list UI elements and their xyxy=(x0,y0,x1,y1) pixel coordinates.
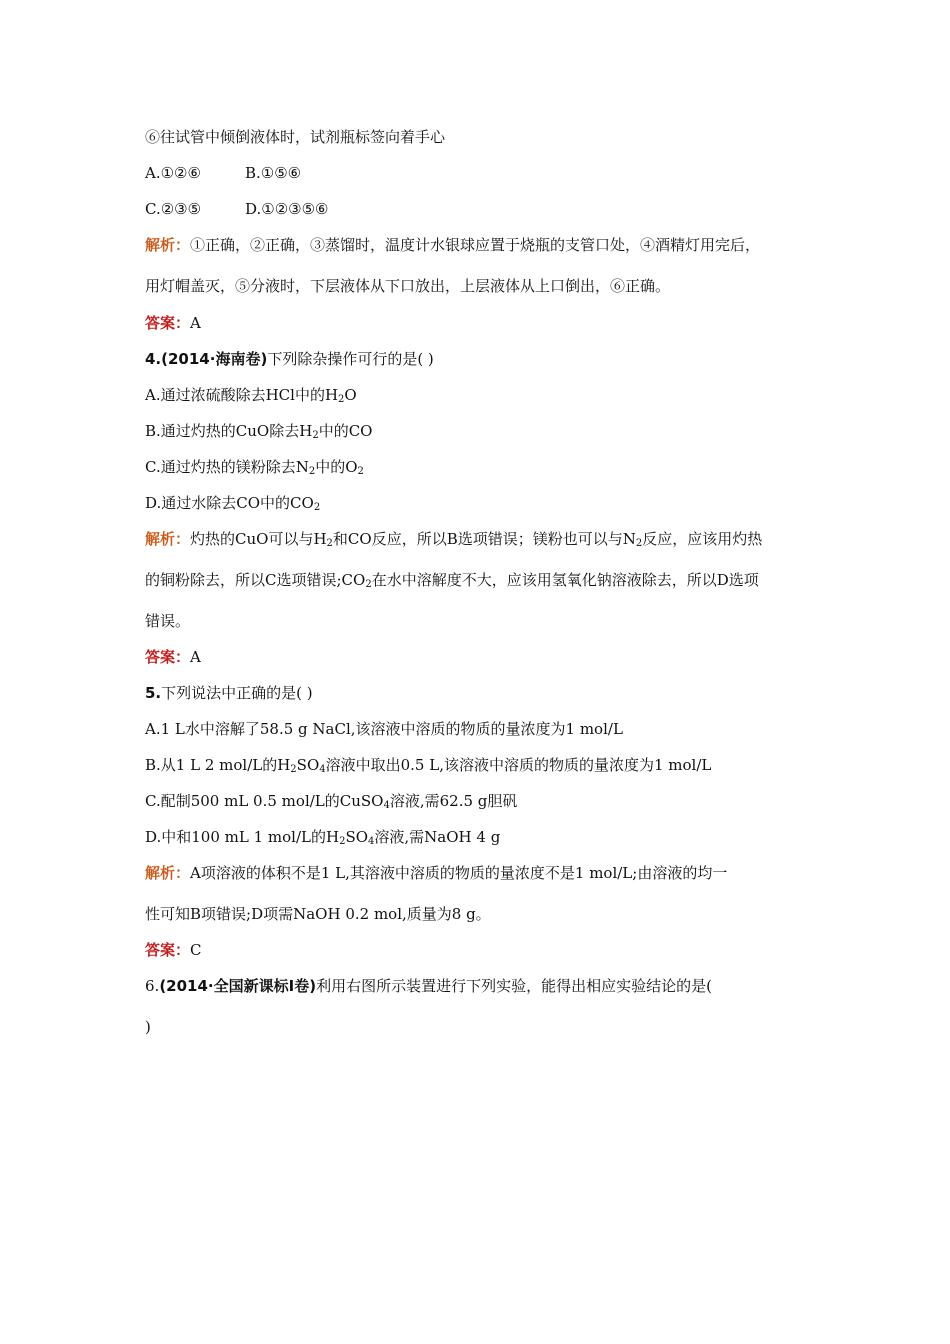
q4-stem-text: 下列除杂操作可行的是( ) xyxy=(267,350,434,368)
q3-answer-value: A xyxy=(190,314,201,332)
q5-option-c: C.配制500 mL 0.5 mol/L的CuSO$_4$溶液,需62.5 g胆矾 xyxy=(145,792,518,811)
q4-explanation-line2: 的铜粉除去，所以C选项错误$;CO_2$在水中溶解度不大，应该用氢氧化钠溶液除去，所以D选项 xyxy=(145,571,759,590)
q4-explanation-line1: 解析：灼热的CuO可以与$H_2$和CO反应，所以B选项错误；镁粉也可以与$N_2$反应，应该用灼热 xyxy=(145,530,763,549)
q4-stem xyxy=(145,349,434,369)
q5-number: 5. xyxy=(145,684,162,702)
q6-stem xyxy=(145,976,712,996)
q5-answer-value: C xyxy=(190,941,202,959)
q4-option-d: D.通过水除去CO中的$CO_2$ xyxy=(145,494,321,513)
q5-option-b: B.从1 L 2 mol/L的$H_2SO_4$溶液中取出0.5 L,该溶液中溶质的物质的量浓度为1 mol/L xyxy=(145,756,712,775)
q3-option-c: C.②③⑤ xyxy=(145,200,202,218)
q4-option-b: B.通过灼热的CuO除去$H_2$中的CO xyxy=(145,422,373,441)
q3-option-d: D.①②③⑤⑥ xyxy=(245,200,329,218)
q5-option-d: D.中和100 mL 1 mol/L的$H_2SO_4$溶液,需NaOH 4 g xyxy=(145,828,501,847)
q3-explanation-label: 解析： xyxy=(145,236,191,254)
q4-option-a: A.通过浓硫酸除去HCl中的$H_2O$ xyxy=(145,386,357,405)
q4-answer xyxy=(145,647,201,667)
q6-number: 6. xyxy=(145,977,160,995)
q3-item6: ⑥往试管中倾倒液体时，试剂瓶标签向着手心 xyxy=(145,128,446,146)
q4-explanation-line3: 错误。 xyxy=(145,612,191,630)
q3-option-a: A.①②⑥ xyxy=(145,164,201,182)
q5-explanation-label: 解析： xyxy=(145,864,191,882)
q5-explanation-line1: 解析：A项溶液的体积不是1 L,其溶液中溶质的物质的量浓度不是1 mol/L;由溶液的均一 xyxy=(145,864,728,882)
q5-stem xyxy=(145,683,313,703)
q6-source: (2014·全国新课标Ⅰ卷) xyxy=(159,977,317,995)
q4-option-c: C.通过灼热的镁粉除去$N_2$中的$O_2$ xyxy=(145,458,364,477)
q3-explanation-line1 xyxy=(145,235,760,255)
q4-source: (2014·海南卷) xyxy=(161,350,268,368)
q4-number: 4. xyxy=(145,350,162,368)
q3-option-b: B.①⑤⑥ xyxy=(245,164,302,182)
q3-options-cd xyxy=(145,199,329,219)
q6-stem-line2: ) xyxy=(145,1018,151,1036)
q3-answer xyxy=(145,313,201,333)
q4-answer-label: 答案： xyxy=(145,648,191,666)
q5-answer-label: 答案： xyxy=(145,941,191,959)
q3-options-ab xyxy=(145,163,301,183)
q5-stem-text: 下列说法中正确的是( ) xyxy=(161,684,313,702)
q5-option-a: A.1 L水中溶解了58.5 g NaCl,该溶液中溶质的物质的量浓度为1 mol/L xyxy=(145,720,623,738)
q3-answer-label: 答案： xyxy=(145,314,191,332)
q3-explanation-line2: 用灯帽盖灭，⑤分液时，下层液体从下口放出，上层液体从上口倒出，⑥正确。 xyxy=(145,277,671,295)
q6-stem-text: 利用右图所示装置进行下列实验，能得出相应实验结论的是( xyxy=(316,977,712,995)
q4-explanation-label: 解析： xyxy=(145,530,191,548)
q5-explanation-line2: 性可知B项错误;D项需NaOH 0.2 mol,质量为8 g。 xyxy=(145,905,491,923)
q3-explanation-text1: ①正确，②正确，③蒸馏时，温度计水银球应置于烧瓶的支管口处，④酒精灯用完后， xyxy=(190,236,761,254)
q5-answer xyxy=(145,940,202,960)
q4-answer-value: A xyxy=(190,648,201,666)
